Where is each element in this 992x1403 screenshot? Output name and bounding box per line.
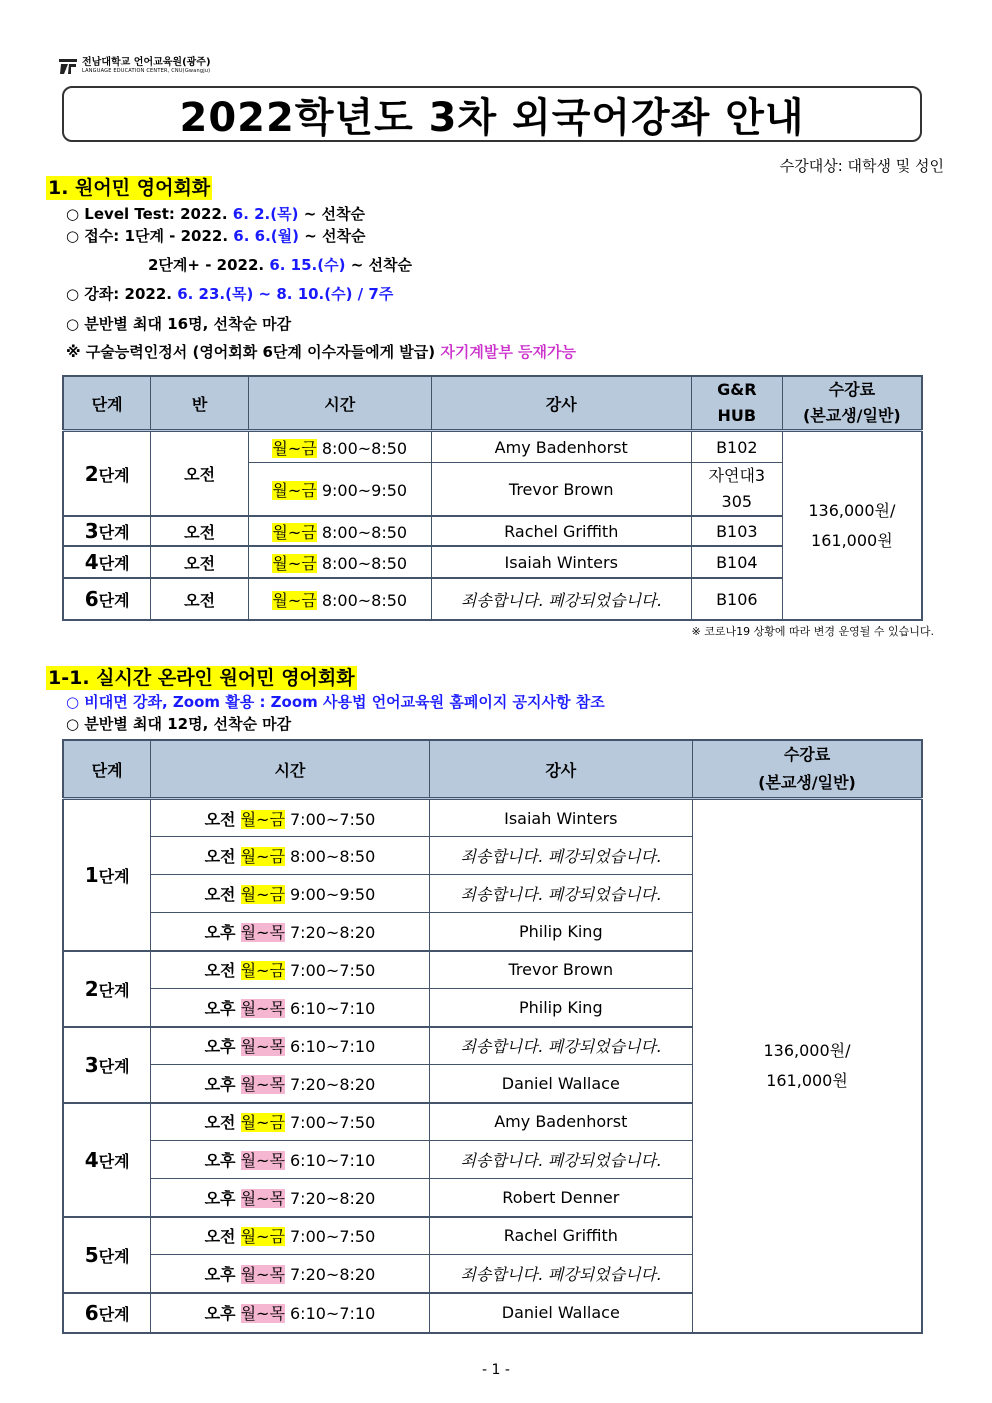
- days-label: 월~목: [240, 1037, 285, 1057]
- level-test-line: [66, 204, 365, 224]
- teacher-cell: Isaiah Winters: [429, 799, 692, 837]
- ampm-label: 오후: [204, 1074, 236, 1094]
- section1-heading: 1. 원어민 영어회화: [48, 177, 211, 199]
- time-cell: [248, 431, 431, 463]
- university-logo-icon: [58, 56, 78, 76]
- level-unit: 단계: [98, 1151, 130, 1171]
- col-header-time: 시간: [248, 376, 431, 431]
- col-header-hub: [691, 376, 782, 431]
- time-cell: [151, 1255, 429, 1293]
- offline-schedule-table: [62, 375, 923, 621]
- ampm-label: 오전: [204, 961, 236, 981]
- table-row: [63, 431, 922, 463]
- registration-line-1: [66, 226, 365, 246]
- class-cell: 오전: [151, 578, 249, 620]
- teacher-cell: Rachel Griffith: [429, 1217, 692, 1255]
- time-label: 9:00~9:50: [290, 885, 376, 904]
- level-number: 3: [84, 519, 99, 543]
- class-cell: 오전: [151, 431, 249, 517]
- fee-line2: 161,000원: [811, 530, 893, 550]
- time-label: 7:00~7:50: [290, 1113, 376, 1133]
- time-label: 6:10~7:10: [290, 998, 376, 1018]
- level-unit: 단계: [98, 523, 130, 542]
- room-cell: B103: [691, 516, 782, 546]
- fee-line1: 136,000원/: [763, 1040, 851, 1060]
- time-cell: [151, 837, 429, 875]
- course-period: 6. 23.(목) ~ 8. 10.(수) / 7주: [177, 285, 394, 303]
- page-number: - 1 -: [482, 1362, 510, 1378]
- course-period-line: [66, 284, 393, 304]
- level-test-date: 6. 2.(목): [232, 205, 299, 223]
- level-cell: [63, 431, 151, 517]
- teacher-cell: Rachel Griffith: [431, 516, 691, 546]
- level-unit: 단계: [98, 1246, 130, 1266]
- time-label: 7:20~8:20: [290, 922, 376, 942]
- time-cell: [151, 1217, 429, 1255]
- table-row: [63, 799, 922, 837]
- level-cell: [63, 546, 151, 578]
- fee-header-line1: 수강료: [828, 380, 876, 399]
- level-cell: [63, 1293, 151, 1333]
- teacher-cell: Daniel Wallace: [429, 1293, 692, 1333]
- time-label: 8:00~8:50: [321, 438, 408, 458]
- days-label: 월~목: [240, 1151, 285, 1170]
- hub-header-line2: HUB: [717, 406, 757, 425]
- col-header-time: 시간: [151, 740, 429, 799]
- room-cell: [691, 463, 782, 517]
- ampm-label: 오전: [204, 1227, 236, 1247]
- time-label: 7:20~8:20: [290, 1074, 376, 1094]
- teacher-cell: 죄송합니다. 폐강되었습니다.: [429, 1255, 692, 1293]
- online-info-line: ○ 비대면 강좌, Zoom 활용 : Zoom 사용법 언어교육원 홈페이지 공지사항 참조: [66, 693, 605, 711]
- teacher-cell: 죄송합니다. 폐강되었습니다.: [429, 1027, 692, 1065]
- target-audience: 수강대상: 대학생 및 성인: [779, 157, 944, 175]
- time-label: 8:00~8:50: [321, 553, 408, 573]
- teacher-cell: Philip King: [429, 913, 692, 951]
- ampm-label: 오후: [204, 1264, 236, 1284]
- max-students-line-2: ○ 분반별 최대 12명, 선착순 마감: [66, 715, 292, 733]
- days-label: 월~금: [240, 1113, 285, 1133]
- ampm-label: 오전: [204, 885, 236, 904]
- level-cell: [63, 1027, 151, 1103]
- teacher-cell: 죄송합니다. 폐강되었습니다.: [431, 578, 691, 620]
- teacher-cell: Amy Badenhorst: [431, 431, 691, 463]
- col-header-teacher: 강사: [429, 740, 692, 799]
- teacher-cell: Amy Badenhorst: [429, 1103, 692, 1141]
- teacher-cell: 죄송합니다. 폐강되었습니다.: [429, 875, 692, 913]
- time-label: 6:10~7:10: [290, 1151, 376, 1170]
- days-label: 월~금: [272, 522, 317, 542]
- level-number: 4: [84, 1147, 99, 1172]
- days-label: 월~목: [240, 998, 285, 1018]
- days-label: 월~목: [240, 922, 285, 942]
- reg1-label: ○ 접수: 1단계 - 2022.: [66, 227, 234, 245]
- online-schedule-table: [62, 739, 923, 1334]
- certificate-text: ※ 구술능력인정서 (영어회화 6단계 이수자들에게 발급): [66, 343, 441, 361]
- days-label: 월~금: [240, 809, 285, 829]
- fee-header-line1: 수강료: [783, 745, 831, 764]
- fee-header-line2: (본교생/일반): [802, 406, 901, 425]
- time-label: 8:00~8:50: [321, 522, 408, 542]
- time-cell: [151, 1103, 429, 1141]
- logo-main-text: 전남대학교 언어교육원(광주): [82, 57, 211, 68]
- time-cell: [151, 1293, 429, 1333]
- section2-heading: 1-1. 실시간 온라인 원어민 영어회화: [48, 667, 355, 689]
- covid-note: ※ 코로나19 상황에 따라 변경 운영될 수 있습니다.: [691, 625, 934, 638]
- col-header-fee: [693, 740, 922, 799]
- level-cell: [63, 799, 151, 951]
- title-box: [62, 86, 922, 142]
- time-cell: [151, 799, 429, 837]
- teacher-cell: Isaiah Winters: [431, 546, 691, 578]
- days-label: 월~금: [240, 961, 285, 981]
- days-label: 월~금: [272, 590, 317, 610]
- time-label: 6:10~7:10: [290, 1037, 376, 1057]
- teacher-cell: Trevor Brown: [429, 951, 692, 989]
- teacher-cell: 죄송합니다. 폐강되었습니다.: [429, 1141, 692, 1179]
- level-unit: 단계: [98, 554, 130, 573]
- time-label: 7:20~8:20: [290, 1264, 376, 1284]
- time-label: 6:10~7:10: [290, 1304, 376, 1323]
- room-cell: B104: [691, 546, 782, 578]
- time-label: 8:00~8:50: [321, 590, 408, 610]
- level-cell: [63, 1103, 151, 1217]
- time-cell: [151, 989, 429, 1027]
- time-cell: [151, 1065, 429, 1103]
- level-number: 2: [84, 976, 99, 1001]
- fee-cell: [693, 799, 922, 1333]
- course-label: ○ 강좌: 2022.: [66, 285, 178, 303]
- room-line1: 자연대3: [708, 466, 766, 485]
- ampm-label: 오전: [204, 847, 236, 866]
- days-label: 월~금: [240, 847, 285, 866]
- days-label: 월~금: [272, 438, 317, 458]
- time-label: 7:20~8:20: [290, 1188, 376, 1208]
- days-label: 월~금: [272, 480, 317, 500]
- level-number: 2: [84, 461, 99, 486]
- teacher-cell: 죄송합니다. 폐강되었습니다.: [429, 837, 692, 875]
- reg1-suffix: ~ 선착순: [298, 227, 366, 245]
- col-header-class: 반: [151, 376, 249, 431]
- days-label: 월~금: [240, 885, 285, 904]
- time-cell: [248, 516, 431, 546]
- time-cell: [151, 1141, 429, 1179]
- room-line2: 305: [721, 492, 753, 511]
- level-number: 1: [84, 862, 99, 887]
- level-cell: [63, 516, 151, 546]
- time-cell: [248, 463, 431, 517]
- level-unit: 단계: [98, 591, 130, 610]
- level-number: 6: [84, 1300, 99, 1325]
- time-label: 9:00~9:50: [321, 480, 408, 500]
- reg2-label: 2단계+ - 2022.: [148, 256, 270, 274]
- level-cell: [63, 1217, 151, 1293]
- ampm-label: 오전: [204, 809, 236, 829]
- reg2-suffix: ~ 선착순: [345, 256, 412, 274]
- registration-line-2: [148, 255, 412, 275]
- ampm-label: 오후: [204, 1304, 236, 1323]
- col-header-teacher: 강사: [431, 376, 691, 431]
- time-cell: [151, 875, 429, 913]
- level-cell: [63, 951, 151, 1027]
- ampm-label: 오후: [204, 1188, 236, 1208]
- time-cell: [151, 913, 429, 951]
- ampm-label: 오전: [204, 1113, 236, 1133]
- time-label: 8:00~8:50: [290, 847, 376, 866]
- class-cell: 오전: [151, 546, 249, 578]
- time-cell: [248, 578, 431, 620]
- col-header-fee: [782, 376, 922, 431]
- teacher-cell: Trevor Brown: [431, 463, 691, 517]
- days-label: 월~목: [240, 1074, 285, 1094]
- page-title: 2022학년도 3차 외국어강좌 안내: [179, 94, 805, 141]
- level-cell: [63, 578, 151, 620]
- col-header-level: 단계: [63, 740, 151, 799]
- level-unit: 단계: [98, 980, 130, 1000]
- ampm-label: 오후: [204, 998, 236, 1018]
- fee-line2: 161,000원: [766, 1070, 848, 1090]
- level-unit: 단계: [98, 1056, 130, 1076]
- teacher-cell: Daniel Wallace: [429, 1065, 692, 1103]
- fee-line1: 136,000원/: [808, 500, 896, 520]
- fee-cell: [782, 431, 922, 621]
- days-label: 월~금: [272, 553, 317, 573]
- time-label: 7:00~7:50: [290, 809, 376, 829]
- level-unit: 단계: [98, 465, 130, 485]
- level-test-label: ○ Level Test: 2022.: [66, 205, 233, 223]
- level-number: 5: [84, 1242, 99, 1267]
- level-number: 4: [84, 550, 99, 574]
- level-unit: 단계: [98, 866, 130, 886]
- time-cell: [151, 951, 429, 989]
- reg1-date: 6. 6.(월): [233, 227, 299, 245]
- level-number: 3: [84, 1052, 99, 1077]
- logo-sub-text: LANGUAGE EDUCATION CENTER, CNU(Gwangju): [82, 68, 211, 74]
- hub-header-line1: G&R: [717, 380, 757, 399]
- max-students-line: ○ 분반별 최대 16명, 선착순 마감: [66, 315, 292, 333]
- level-number: 6: [84, 587, 99, 611]
- logo: [58, 56, 211, 76]
- time-cell: [151, 1027, 429, 1065]
- fee-header-line2: (본교생/일반): [758, 773, 856, 792]
- time-label: 7:00~7:50: [290, 961, 376, 981]
- reg2-date: 6. 15.(수): [269, 256, 346, 274]
- level-test-suffix: ~ 선착순: [298, 205, 365, 223]
- room-cell: B106: [691, 578, 782, 620]
- class-cell: 오전: [151, 516, 249, 546]
- days-label: 월~목: [240, 1188, 285, 1208]
- days-label: 월~금: [240, 1227, 285, 1247]
- ampm-label: 오후: [204, 1037, 236, 1057]
- teacher-cell: Philip King: [429, 989, 692, 1027]
- time-cell: [151, 1179, 429, 1217]
- days-label: 월~목: [240, 1304, 285, 1323]
- certificate-line: [66, 342, 576, 362]
- col-header-level: 단계: [63, 376, 151, 431]
- level-unit: 단계: [98, 1304, 130, 1324]
- certificate-note: 자기계발부 등재가능: [440, 343, 576, 361]
- room-cell: B102: [691, 431, 782, 463]
- time-cell: [248, 546, 431, 578]
- days-label: 월~목: [240, 1264, 285, 1284]
- time-label: 7:00~7:50: [290, 1227, 376, 1247]
- ampm-label: 오후: [204, 922, 236, 942]
- ampm-label: 오후: [204, 1151, 236, 1170]
- teacher-cell: Robert Denner: [429, 1179, 692, 1217]
